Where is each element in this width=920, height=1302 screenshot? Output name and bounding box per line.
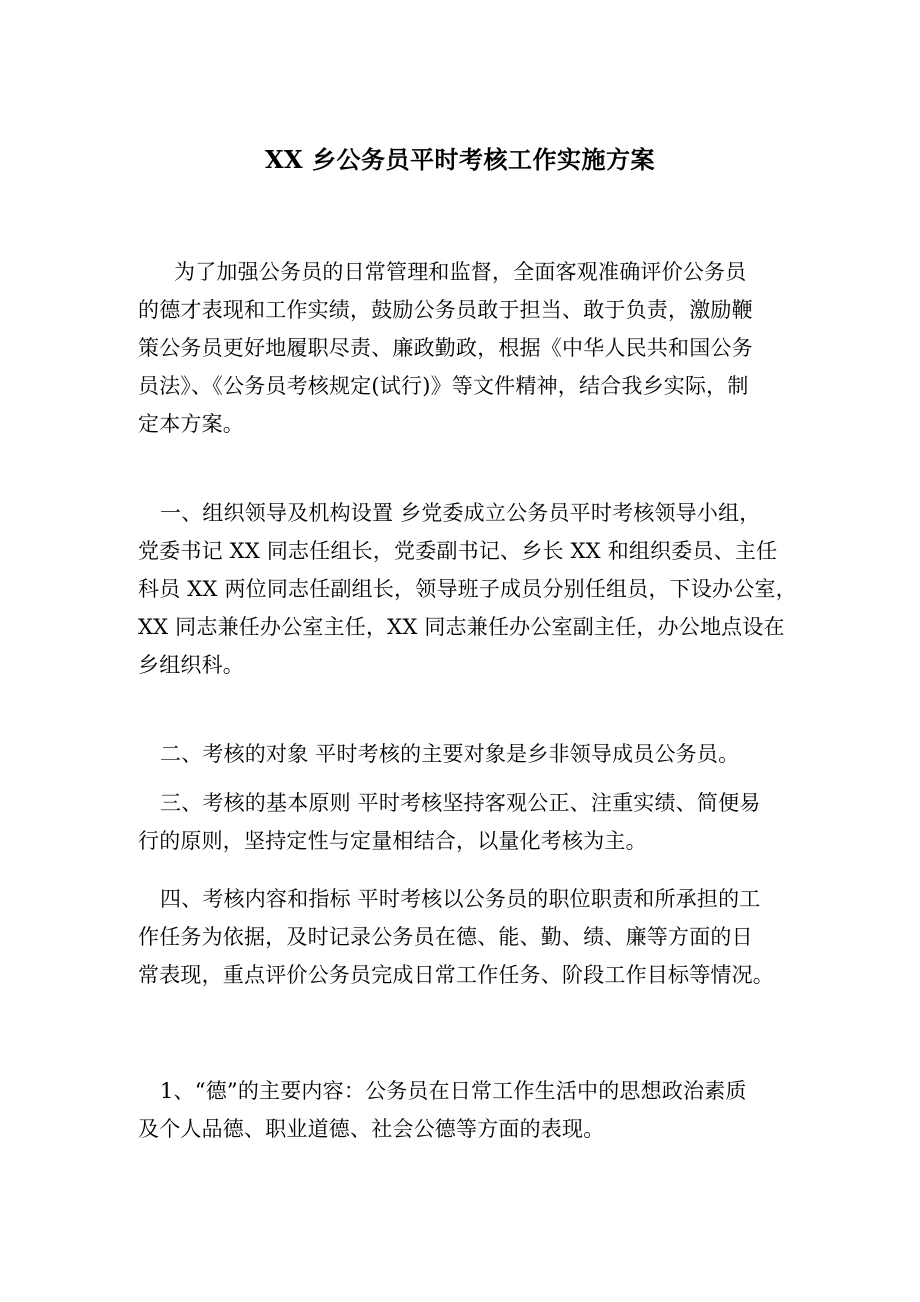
- paragraph-line: 常表现，重点评价公务员完成日常工作任务、阶段工作目标等情况。: [138, 963, 774, 987]
- paragraph-line: 员法》、《公务员考核规定(试行)》等文件精神，结合我乡实际，制: [138, 374, 749, 398]
- paragraph-line: 策公务员更好地履职尽责、廉政勤政，根据《中华人民共和国公务: [138, 336, 753, 360]
- paragraph-line: XX 同志兼任办公室主任，XX 同志兼任办公室副主任，办公地点设在: [138, 615, 785, 639]
- document-title: XX 乡公务员平时考核工作实施方案: [264, 145, 656, 174]
- paragraph-line: 1、“德”的主要内容：公务员在日常工作生活中的思想政治素质: [160, 1079, 747, 1103]
- paragraph-line: 科员 XX 两位同志任副组长，领导班子成员分别任组员，下设办公室，: [138, 577, 797, 601]
- paragraph-line: 及个人品德、职业道德、社会公德等方面的表现。: [138, 1117, 605, 1141]
- paragraph-section-2: [138, 735, 798, 773]
- paragraph-line: 的德才表现和工作实绩，鼓励公务员敢于担当、敢于负责，激励鞭: [138, 298, 753, 322]
- paragraph-line: 作任务为依据，及时记录公务员在德、能、勤、绩、廉等方面的日: [138, 925, 753, 949]
- paragraph-section-1: [138, 494, 798, 684]
- paragraph-section-4: [138, 880, 798, 994]
- paragraph-line: 党委书记 XX 同志任组长，党委副书记、乡长 XX 和组织委员、主任: [138, 539, 778, 563]
- paragraph-item-1: [138, 1072, 798, 1148]
- paragraph-line: 四、考核内容和指标 平时考核以公务员的职位职责和所承担的工: [160, 887, 761, 911]
- paragraph-line: 为了加强公务员的日常管理和监督，全面客观准确评价公务员: [174, 260, 747, 284]
- paragraph-line: 一、组织领导及机构设置 乡党委成立公务员平时考核领导小组，: [160, 501, 761, 525]
- paragraph-line: 三、考核的基本原则 平时考核坚持客观公正、注重实绩、简便易: [160, 791, 761, 815]
- paragraph-line: 乡组织科。: [138, 653, 244, 677]
- paragraph-section-3: [138, 784, 798, 860]
- paragraph-line: 定本方案。: [138, 412, 244, 436]
- paragraph-intro: [138, 253, 798, 443]
- paragraph-line: 行的原则，坚持定性与定量相结合，以量化考核为主。: [138, 829, 647, 853]
- paragraph-line: 二、考核的对象 平时考核的主要对象是乡非领导成员公务员。: [160, 742, 740, 766]
